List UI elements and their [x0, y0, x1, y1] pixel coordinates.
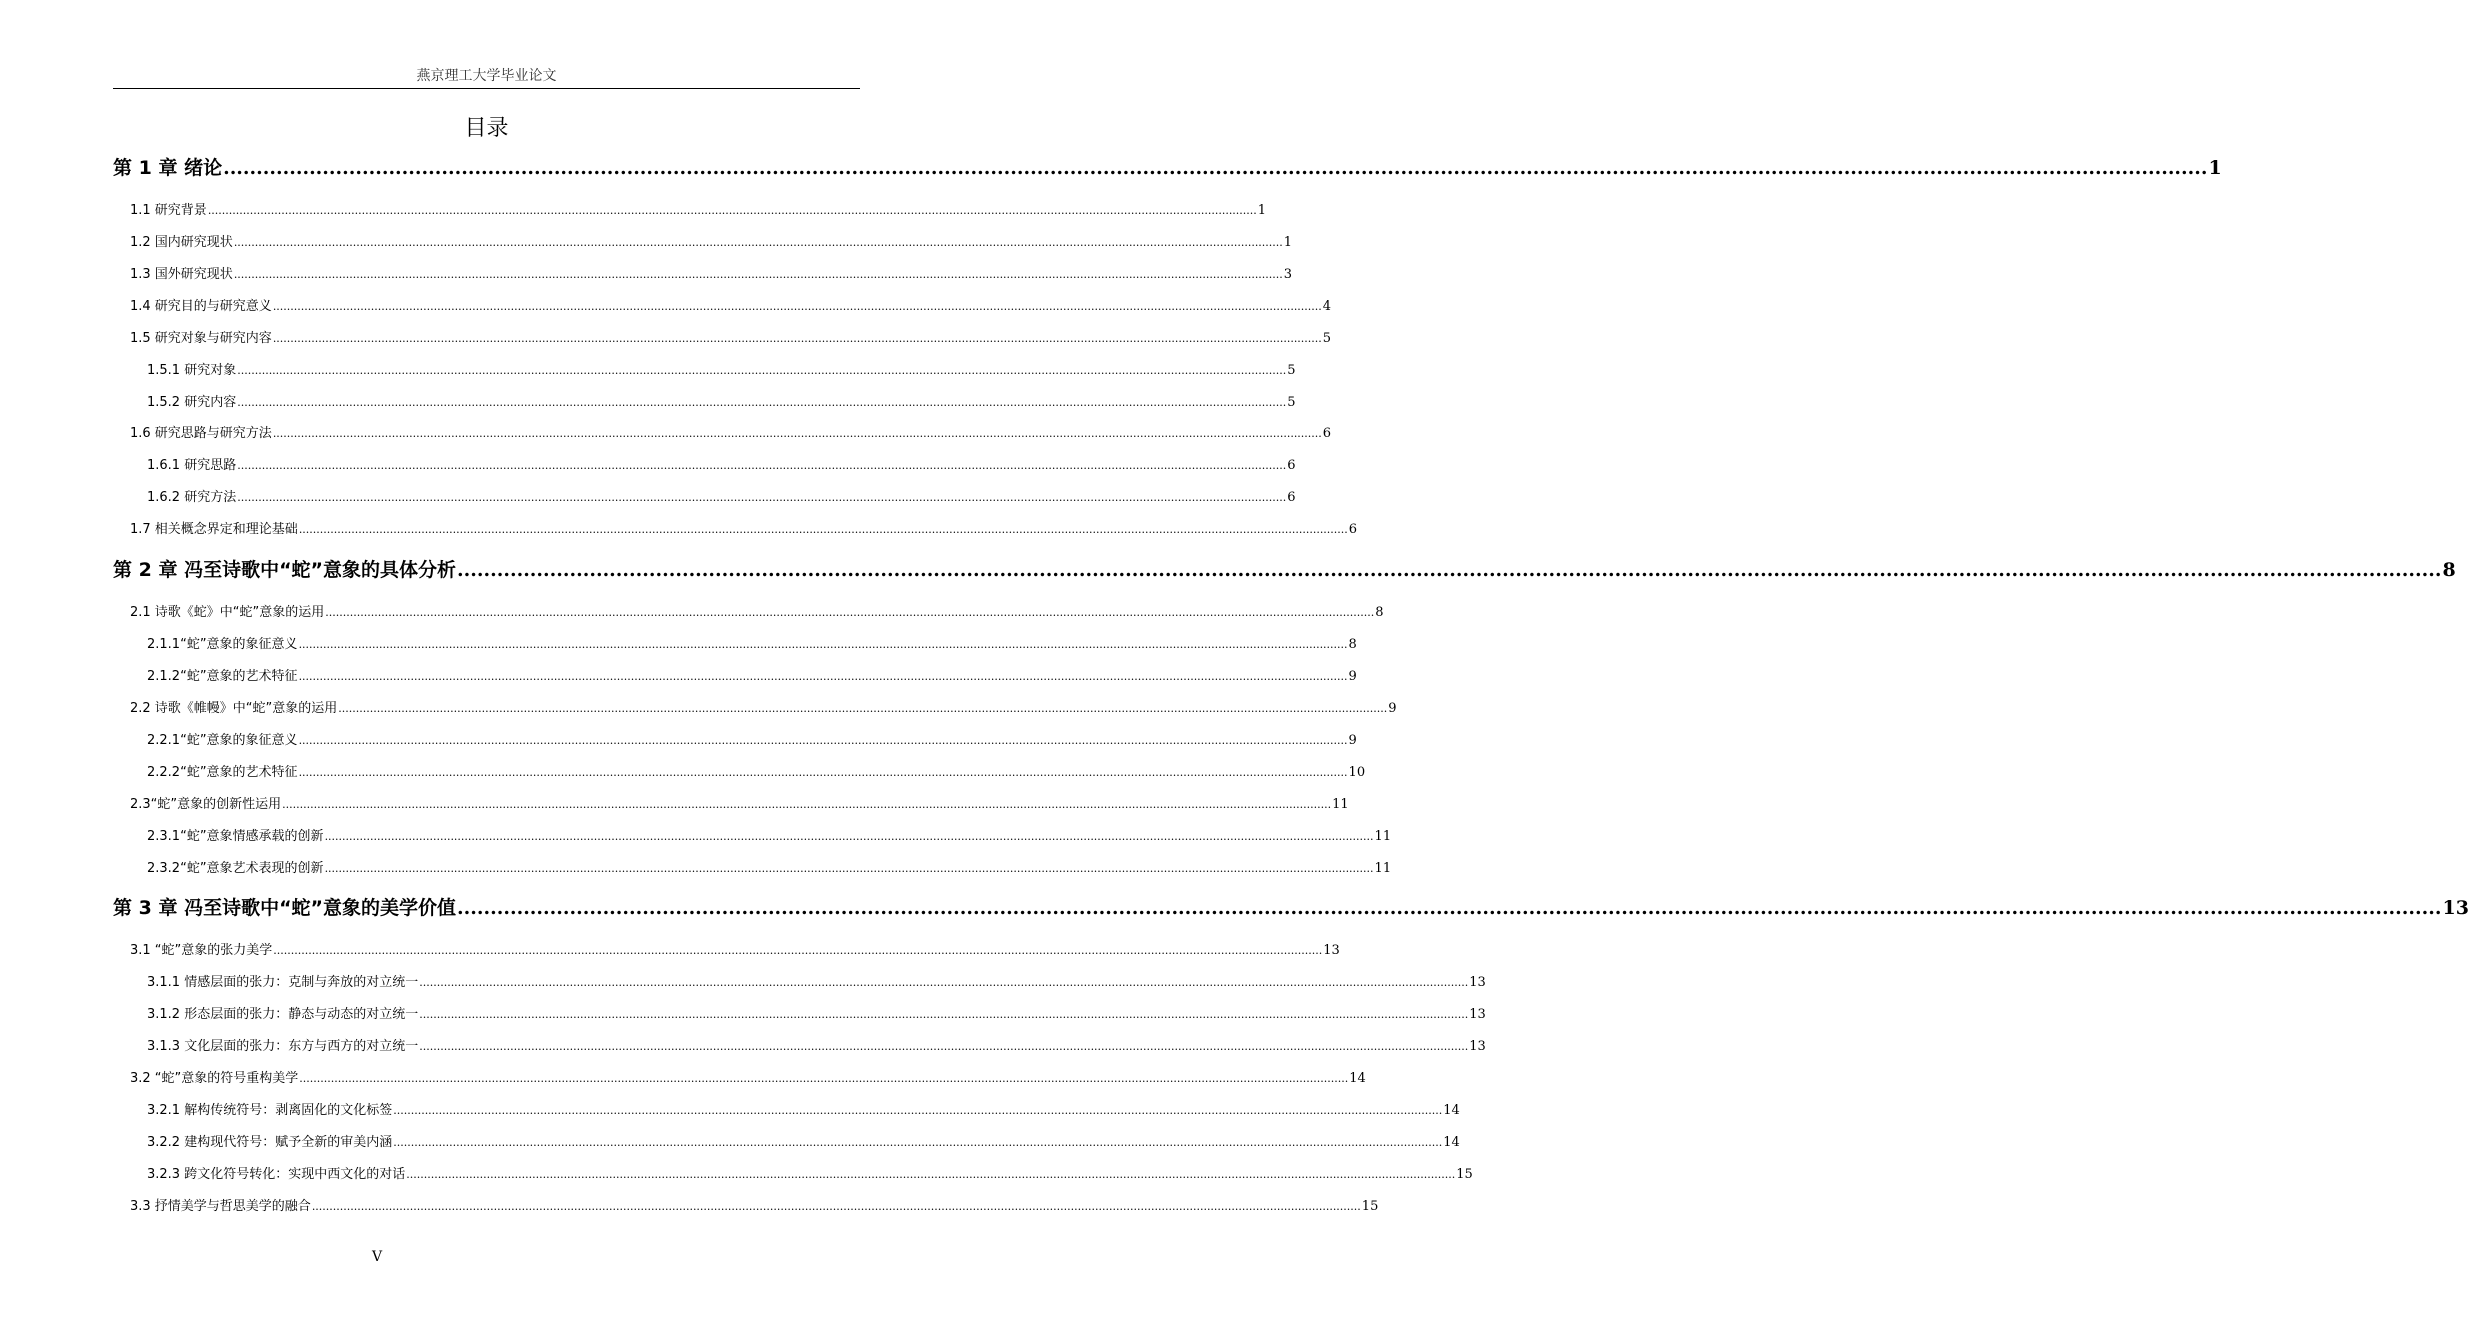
toc-page: 6 — [1322, 426, 1332, 441]
toc-leader: ............................................................................................................................................................................................................................................................................................................ — [393, 1104, 1443, 1117]
toc-section[interactable] — [130, 265, 1293, 285]
toc-subsection[interactable] — [147, 827, 1392, 847]
toc-label: 1.2 国内研究现状 — [130, 235, 233, 250]
toc-label: 3.2.1 解构传统符号：剥离固化的文化标签 — [147, 1103, 393, 1118]
toc-subsection[interactable] — [147, 1005, 1486, 1025]
toc-leader: ............................................................................................................................................................................................................................................................................................................ — [233, 236, 1283, 249]
toc-page: 13 — [1469, 1039, 1486, 1054]
toc-page: 5 — [1287, 395, 1296, 410]
toc-leader: ............................................................................................................................................................................................................................................................................................................ — [324, 830, 1374, 843]
toc-page: 9 — [1348, 669, 1357, 684]
toc-leader: ............................................................................................................................................................................................................................................................................................................ — [324, 862, 1374, 875]
toc-leader: ............................................................................................................................................................................................................................................................................................................ — [311, 1200, 1361, 1213]
toc-section[interactable] — [130, 297, 1332, 317]
toc-subsection[interactable] — [147, 635, 1357, 655]
toc-page: 11 — [1374, 829, 1392, 844]
toc-page: 13 — [1323, 943, 1340, 958]
toc-leader: ............................................................................................................................................................................................................................................................................................................ — [298, 638, 1348, 651]
toc-label: 1.5 研究对象与研究内容 — [130, 331, 272, 346]
toc-chapter[interactable] — [113, 895, 2469, 921]
toc-label: 2.2 诗歌《帷幔》中“蛇”意象的运用 — [130, 701, 338, 716]
toc-page: 8 — [2442, 559, 2456, 581]
toc-leader: ............................................................................................................................................................................................................................................................................................................ — [237, 364, 1287, 377]
toc-label: 第 1 章 绪论 — [113, 157, 223, 179]
toc-section[interactable] — [130, 1069, 1366, 1089]
toc-leader: ............................................................................................................................................................................................................................................................................................................ — [298, 523, 1348, 536]
toc-subsection[interactable] — [147, 361, 1296, 381]
toc-label: 1.3 国外研究现状 — [130, 267, 233, 282]
toc-subsection[interactable] — [147, 973, 1486, 993]
toc-label: 3.2 “蛇”意象的符号重构美学 — [130, 1071, 299, 1086]
toc-page: 14 — [1349, 1071, 1366, 1086]
toc-leader: ............................................................................................................................................................................................................................................................................................................ — [273, 944, 1323, 957]
toc-subsection[interactable] — [147, 731, 1357, 751]
toc-leader: ............................................................................................................................................................................................................................................................................................................ — [298, 766, 1348, 779]
toc-page: 4 — [1322, 299, 1332, 314]
toc-subsection[interactable] — [147, 1101, 1460, 1121]
toc-section[interactable] — [130, 603, 1384, 623]
toc-label: 1.1 研究背景 — [130, 203, 207, 218]
toc-label: 3.1.3 文化层面的张力：东方与西方的对立统一 — [147, 1039, 419, 1054]
toc-leader: ............................................................................................................................................................................................................................................................................................................ — [299, 1072, 1349, 1085]
toc-page: 15 — [1456, 1167, 1473, 1182]
toc-leader: ............................................................................................................................................................................................................................................................................................................ — [233, 268, 1283, 281]
toc-label: 2.3.2“蛇”意象艺术表现的创新 — [147, 861, 324, 876]
toc-leader: ............................................................................................................................................................................................................................................................................................................ — [419, 1008, 1469, 1021]
toc-label: 2.3.1“蛇”意象情感承载的创新 — [147, 829, 324, 844]
toc-label: 1.5.1 研究对象 — [147, 363, 237, 378]
toc-page: 13 — [1469, 1007, 1486, 1022]
toc-leader: ............................................................................................................................................................................................................................................................................................................ — [272, 427, 1322, 440]
toc-page: 1 — [2208, 157, 2222, 179]
toc-page: 15 — [1361, 1199, 1379, 1214]
toc-label: 2.1.1“蛇”意象的象征意义 — [147, 637, 298, 652]
toc-label: 第 2 章 冯至诗歌中“蛇”意象的具体分析 — [113, 559, 457, 581]
toc-page: 13 — [2442, 897, 2469, 919]
toc-page: 8 — [1348, 637, 1357, 652]
toc-leader: ............................................................................................................................................................................................................................................................................................................ — [298, 734, 1348, 747]
toc-page: 1 — [1283, 235, 1293, 250]
toc-page: 13 — [1469, 975, 1486, 990]
toc-leader: ............................................................................................................................................................................................................................................................................................................ — [272, 332, 1322, 345]
toc-page: 5 — [1287, 363, 1296, 378]
toc-leader: ............................................................................................................................................................................................................................................................................................................ — [406, 1168, 1456, 1181]
toc-page: 14 — [1443, 1103, 1460, 1118]
toc-section[interactable] — [130, 329, 1332, 349]
toc-leader: ............................................................................................................................................................................................................................................................................................................ — [325, 606, 1375, 619]
page-number: V — [371, 1249, 383, 1265]
toc-label: 1.4 研究目的与研究意义 — [130, 299, 272, 314]
toc-section[interactable] — [130, 699, 1397, 719]
toc-leader: ............................................................................................................................................................................................................................................................................................................ — [419, 976, 1469, 989]
toc-label: 第 3 章 冯至诗歌中“蛇”意象的美学价值 — [113, 897, 457, 919]
toc-section[interactable] — [130, 941, 1340, 961]
toc-label: 1.6.1 研究思路 — [147, 458, 237, 473]
toc-subsection[interactable] — [147, 859, 1392, 879]
toc-page: 11 — [1374, 861, 1392, 876]
toc-label: 3.1.1 情感层面的张力：克制与奔放的对立统一 — [147, 975, 419, 990]
toc-label: 2.2.2“蛇”意象的艺术特征 — [147, 765, 298, 780]
toc-label: 3.1 “蛇”意象的张力美学 — [130, 943, 273, 958]
toc-page: 3 — [1283, 267, 1293, 282]
toc-page: 11 — [1332, 797, 1349, 812]
toc-page: 6 — [1348, 522, 1358, 537]
toc-leader: ............................................................................................................................................................................................................................................................................................................ — [457, 559, 2442, 581]
toc-leader: ............................................................................................................................................................................................................................................................................................................ — [272, 300, 1322, 313]
toc-page: 6 — [1287, 490, 1296, 505]
toc-title: 目录 — [464, 116, 509, 141]
toc-page: 10 — [1348, 765, 1366, 780]
page-header: 燕京理工大学毕业论文 — [113, 66, 860, 89]
toc-page: 14 — [1443, 1135, 1460, 1150]
toc-leader: ............................................................................................................................................................................................................................................................................................................ — [237, 459, 1287, 472]
toc-section[interactable] — [130, 201, 1267, 221]
toc-subsection[interactable] — [147, 488, 1296, 508]
toc-leader: ............................................................................................................................................................................................................................................................................................................ — [393, 1136, 1443, 1149]
toc-leader: ............................................................................................................................................................................................................................................................................................................ — [457, 897, 2442, 919]
toc-label: 3.1.2 形态层面的张力：静态与动态的对立统一 — [147, 1007, 419, 1022]
toc-subsection[interactable] — [147, 456, 1296, 476]
toc-label: 1.6.2 研究方法 — [147, 490, 237, 505]
toc-subsection[interactable] — [147, 1133, 1460, 1153]
toc-label: 3.2.2 建构现代符号：赋予全新的审美内涵 — [147, 1135, 393, 1150]
toc-section[interactable] — [130, 795, 1349, 815]
toc-leader: ............................................................................................................................................................................................................................................................................................................ — [282, 798, 1332, 811]
toc-label: 2.1 诗歌《蛇》中“蛇”意象的运用 — [130, 605, 325, 620]
toc-label: 2.2.1“蛇”意象的象征意义 — [147, 733, 298, 748]
toc-label: 2.3“蛇”意象的创新性运用 — [130, 797, 282, 812]
toc-page: 9 — [1348, 733, 1357, 748]
toc-label: 1.6 研究思路与研究方法 — [130, 426, 272, 441]
toc-page: 9 — [1388, 701, 1397, 716]
toc-section[interactable] — [130, 1197, 1379, 1217]
toc-subsection[interactable] — [147, 1165, 1473, 1185]
toc-section[interactable] — [130, 424, 1332, 444]
toc-leader: ............................................................................................................................................................................................................................................................................................................ — [419, 1040, 1469, 1053]
toc-label: 2.1.2“蛇”意象的艺术特征 — [147, 669, 298, 684]
toc-leader: ............................................................................................................................................................................................................................................................................................................ — [237, 396, 1287, 409]
toc-leader: ............................................................................................................................................................................................................................................................................................................ — [223, 157, 2208, 179]
toc-subsection[interactable] — [147, 393, 1296, 413]
toc-subsection[interactable] — [147, 1037, 1486, 1057]
toc-page: 6 — [1287, 458, 1296, 473]
toc-label: 3.3 抒情美学与哲思美学的融合 — [130, 1199, 311, 1214]
toc-page: 1 — [1257, 203, 1267, 218]
toc-label: 1.5.2 研究内容 — [147, 395, 237, 410]
toc-leader: ............................................................................................................................................................................................................................................................................................................ — [207, 204, 1257, 217]
toc-chapter[interactable] — [113, 155, 2222, 181]
toc-section[interactable] — [130, 520, 1358, 540]
toc-leader: ............................................................................................................................................................................................................................................................................................................ — [338, 702, 1388, 715]
toc-page: 5 — [1322, 331, 1332, 346]
toc-page: 8 — [1375, 605, 1384, 620]
toc-leader: ............................................................................................................................................................................................................................................................................................................ — [237, 491, 1287, 504]
toc-subsection[interactable] — [147, 667, 1357, 687]
toc-label: 3.2.3 跨文化符号转化：实现中西文化的对话 — [147, 1167, 406, 1182]
toc-label: 1.7 相关概念界定和理论基础 — [130, 522, 298, 537]
toc-section[interactable] — [130, 233, 1293, 253]
toc-subsection[interactable] — [147, 763, 1366, 783]
toc-leader: ............................................................................................................................................................................................................................................................................................................ — [298, 670, 1348, 683]
toc-chapter[interactable] — [113, 557, 2456, 583]
